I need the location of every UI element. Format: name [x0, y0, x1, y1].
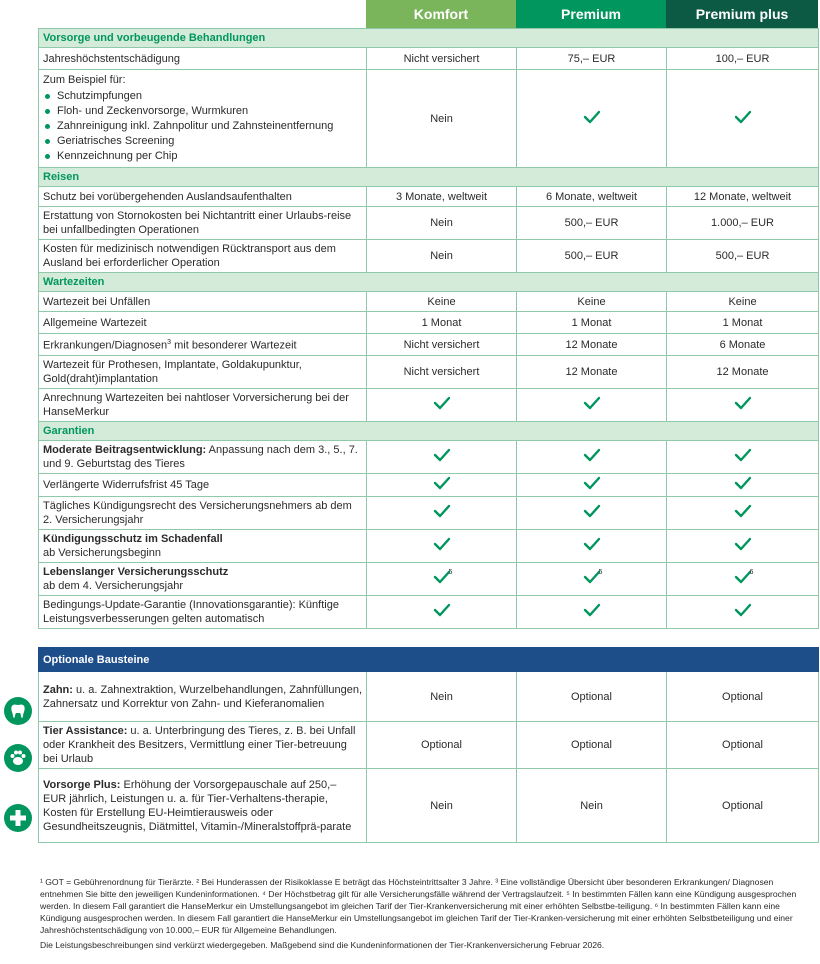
checkmark-icon: 5 [583, 570, 601, 584]
medical-plus-icon [4, 804, 32, 832]
footnote-disclaimer: Die Leistungsbeschreibungen sind verkürzt wiedergegeben. Maßgebend sind die Kundeninformationen der Tier-Krankenversicherung Februar 2026. [40, 940, 605, 950]
tooth-icon [4, 697, 32, 725]
checkmark-icon [583, 603, 601, 617]
checkmark-icon [583, 448, 601, 462]
list-item: Kennzeichnung per Chip [43, 149, 362, 164]
list-item: Geriatrisches Screening [43, 134, 362, 149]
table-row: Erkrankungen/Diagnosen$^3$ mit besonderer Wartezeit Nicht versichert 12 Monate 6 Monate [39, 334, 819, 356]
comparison-table-wrapper [38, 0, 818, 843]
footnote-text: ¹ GOT = Gebührenordnung für Tierärzte. ² Bei Hunderassen der Risikoklasse E beträgt das Höchsteintrittsalter 3 Jahre. ³ Eine vollständige Übersicht über besonderen Erkrankungen/ Diagnosen entnehmen Sie bitte den jeweiligen Kundeninformationen. ⁴ Der Höchstbetrag gilt für alle Versicherungsfälle während der Vertragslaufzeit. ⁵ In bestimmten Fällen kann eine Kündigung ausgesprochen werden. In diesem Fall garantiert die HanseMerkur ein Umstellungsangebot im gleichen Tarif der Tier-Krankenversicherung mit einer erhöhten Selbstbe-teiligung. ⁶ In bestimmten Fällen kann eine Kündigung ausgesprochen werden. In diesem Fall garantiert die HanseMerkur ein Umstellungsangebot im gleichen Tarif der Tier-Kranken-versicherung mit einer erhöhten Selbstbeteiligung und einer Jahreshöchstentschädigung von 10.000,– EUR für Allgemeine Behandlungen. [40, 877, 797, 935]
checkmark-icon [583, 537, 601, 551]
header-blank [38, 0, 366, 28]
table-row: Schutz bei vorübergehenden Auslandsaufenthalten 3 Monate, weltweit 6 Monate, weltweit 12 Monate, weltweit [39, 187, 819, 207]
table-row: Kosten für medizinisch notwendigen Rücktransport aus dem Ausland bei erforderlicher Operation Nein 500,– EUR 500,– EUR [39, 240, 819, 273]
footnotes [40, 876, 816, 951]
checkmark-icon [583, 110, 601, 124]
checkmark-icon [433, 504, 451, 518]
checkmark-icon [734, 504, 752, 518]
table-row: Verlängerte Widerrufsfrist 45 Tage [39, 474, 819, 497]
checkmark-icon [734, 537, 752, 551]
section-optionale-bausteine: Optionale Bausteine [39, 648, 819, 672]
table-row: Kündigungsschutz im Schadenfall ab Versicherungsbeginn [39, 530, 819, 563]
checkmark-icon: 5 [433, 570, 451, 584]
list-item: Floh- und Zeckenvorsorge, Wurmkuren [43, 104, 362, 119]
section-garantien: Garantien [39, 422, 819, 441]
checkmark-icon [433, 603, 451, 617]
table-row: Allgemeine Wartezeit 1 Monat 1 Monat 1 Monat [39, 312, 819, 334]
checkmark-icon [583, 504, 601, 518]
checkmark-icon [734, 476, 752, 490]
checkmark-icon [734, 448, 752, 462]
table-row: Lebenslanger Versicherungsschutz ab dem 4. Versicherungsjahr 5 5 6 [39, 563, 819, 596]
table-row: Erstattung von Stornokosten bei Nichtantritt einer Urlaubs-reise bei unfallbedingten Operationen Nein 500,– EUR 1.000,– EUR [39, 207, 819, 240]
checkmark-icon [583, 396, 601, 410]
table-row: Wartezeit für Prothesen, Implantate, Goldakupunktur, Gold(draht)implantation Nicht versichert 12 Monate 12 Monate [39, 356, 819, 389]
checkmark-icon [734, 396, 752, 410]
table-row: Vorsorge Plus: Erhöhung der Vorsorgepauschale auf 250,– EUR jährlich, Leistungen u. a. für Tier-Verhaltens-therapie, Kosten für Erstellung EU-Heimtierausweis oder Gesundheitszeugnis, Diätmittel, Vitamin-/Mineralstoffprä-parate Nein Nein Optional [39, 769, 819, 843]
example-list [43, 89, 362, 164]
table-row: Zum Beispiel für: Schutzimpfungen Floh- und Zeckenvorsorge, Wurmkuren Zahnreinigung inkl. Zahnpolitur und Zahnsteinentfernung Geriatrisches Screening Kennzeichnung per Chip Nein [39, 70, 819, 168]
table-row: Bedingungs-Update-Garantie (Innovationsgarantie): Künftige Leistungsverbesserungen gelten automatisch [39, 596, 819, 629]
checkmark-icon: 6 [734, 570, 752, 584]
checkmark-icon [433, 448, 451, 462]
paw-icon [4, 744, 32, 772]
section-vorsorge: Vorsorge und vorbeugende Behandlungen [39, 29, 819, 48]
header-komfort: Komfort [366, 0, 516, 28]
list-item: Schutzimpfungen [43, 89, 362, 104]
checkmark-icon [433, 537, 451, 551]
example-heading: Zum Beispiel für: [43, 74, 126, 86]
checkmark-icon [433, 396, 451, 410]
checkmark-icon [734, 110, 752, 124]
table-gap [39, 629, 819, 648]
checkmark-icon [433, 476, 451, 490]
section-wartezeiten: Wartezeiten [39, 273, 819, 292]
table-row: Zahn: u. a. Zahnextraktion, Wurzelbehandlungen, Zahnfüllungen, Zahnersatz und Korrektur von Zahn- und Kieferanomalien Nein Optional Optional [39, 672, 819, 722]
table-row: Moderate Beitragsentwicklung: Anpassung nach dem 3., 5., 7. und 9. Geburtstag des Tieres [39, 441, 819, 474]
checkmark-icon [583, 476, 601, 490]
header-premium-plus: Premium plus [666, 0, 818, 28]
tariff-header [38, 0, 818, 28]
list-item: Zahnreinigung inkl. Zahnpolitur und Zahnsteinentfernung [43, 119, 362, 134]
table-row: Anrechnung Wartezeiten bei nahtloser Vorversicherung bei der HanseMerkur [39, 389, 819, 422]
benefit-table [38, 28, 819, 843]
table-row: Jahreshöchstentschädigung Nicht versichert 75,– EUR 100,– EUR [39, 48, 819, 70]
section-reisen: Reisen [39, 168, 819, 187]
table-row: Tägliches Kündigungsrecht des Versicherungsnehmers ab dem 2. Versicherungsjahr [39, 497, 819, 530]
checkmark-icon [734, 603, 752, 617]
table-row: Wartezeit bei Unfällen Keine Keine Keine [39, 292, 819, 312]
header-premium: Premium [516, 0, 666, 28]
table-row: Tier Assistance: u. a. Unterbringung des Tieres, z. B. bei Unfall oder Krankheit des Besitzers, Vermittlung einer Tier-betreuung bei Urlaub Optional Optional Optional [39, 722, 819, 769]
